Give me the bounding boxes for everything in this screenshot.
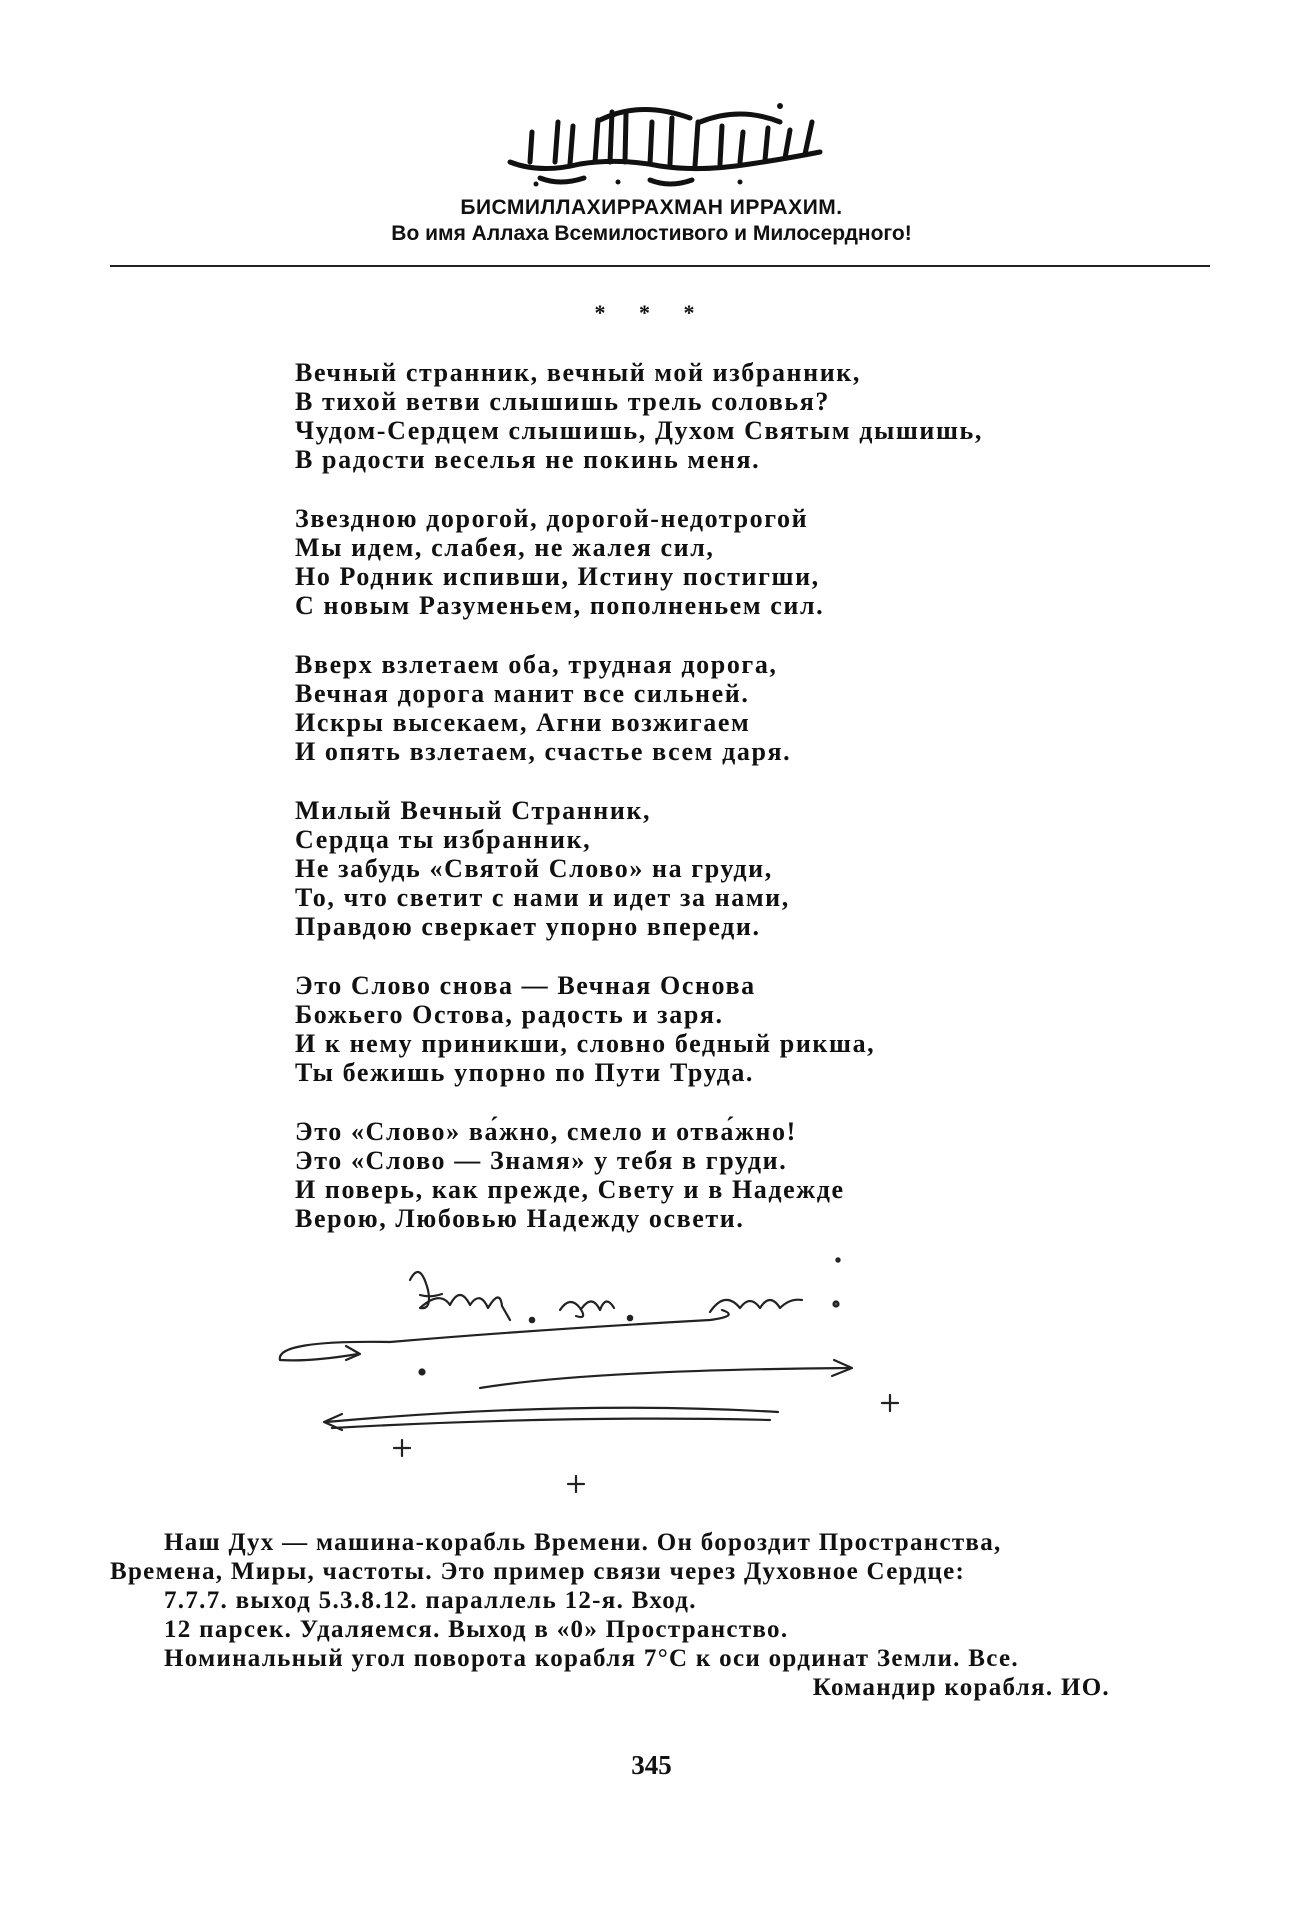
prose-paragraph [110, 1528, 1210, 1702]
poem-stanza [295, 650, 1215, 766]
poem-line: Не забудь «Святой Слово» на груди, [295, 854, 773, 883]
poem-line: И поверь, как прежде, Свету и в Надежде [295, 1175, 845, 1204]
prose-line: 7.7.7. выход 5.3.8.12. параллель 12-я. Вход. [164, 1587, 697, 1614]
poem-line: Искры высекаем, Агни возжигаем [295, 708, 751, 737]
prose-line: Номинальный угол поворота корабля 7°С к оси ординат Земли. Все. [164, 1645, 1019, 1672]
poem-line: Милый Вечный Странник, [295, 796, 652, 825]
prose-line: Наш Дух — машина-корабль Времени. Он бороздит Пространства, [164, 1529, 1002, 1556]
poem-line: То, что светит с нами и идет за нами, [295, 883, 790, 912]
poem-stanza [295, 1117, 1215, 1233]
poem-line: Вечный странник, вечный мой избранник, [295, 358, 861, 387]
poem-line: В радости веселья не покинь меня. [295, 445, 761, 474]
poem-line: Вечная дорога манит все сильней. [295, 679, 750, 708]
poem-line: С новым Разуменьем, пополненьем сил. [295, 591, 825, 620]
page-number: 345 [631, 1750, 672, 1780]
poem-line: Это «Слово — Знамя» у тебя в груди. [295, 1146, 788, 1175]
arabic-calligraphy [500, 92, 830, 192]
poem-stanza [295, 796, 1215, 941]
poem-line: Правдою сверкает упорно впереди. [295, 912, 761, 941]
poem-line: Звездною дорогой, дорогой-недотрогой [295, 504, 809, 533]
section-separator: * * * [594, 300, 709, 325]
poem-line: Вверх взлетаем оба, трудная дорога, [295, 650, 778, 679]
prose-line: 12 парсек. Удаляемся. Выход в «0» Пространство. [164, 1616, 789, 1643]
poem-line: Это Слово снова — Вечная Основа [295, 971, 756, 1000]
signature-line: Командир корабля. ИО. [812, 1674, 1110, 1701]
header-divider [110, 265, 1210, 267]
poem-line: Мы идем, слабея, не жалея сил, [295, 533, 715, 562]
poem-stanza [295, 504, 1215, 620]
prose-line: Времена, Миры, частоты. Это пример связи через Духовное Сердце: [110, 1558, 966, 1585]
poem-line: Сердца ты избранник, [295, 825, 592, 854]
poem-line: В тихой ветви слышишь трель соловья? [295, 387, 831, 416]
poem-line: Это «Слово» ва́жно, смело и отва́жно! [295, 1117, 797, 1146]
poem-line: Божьего Остова, радость и заря. [295, 1000, 724, 1029]
handwritten-sketch [270, 1250, 910, 1510]
header-subtitle: Во имя Аллаха Всемилостивого и Милосердного! [391, 222, 912, 245]
poem-line: И опять взлетаем, счастье всем даря. [295, 737, 792, 766]
poem-stanza [295, 971, 1215, 1087]
poem-stanza [295, 358, 1215, 474]
poem-line: Но Родник испивши, Истину постигши, [295, 562, 820, 591]
poem-line: Чудом-Сердцем слышишь, Духом Святым дышишь, [295, 416, 983, 445]
header-title: БИСМИЛЛАХИРРАХМАН ИРРАХИМ. [460, 196, 843, 219]
poem-line: Верою, Любовью Надежду освети. [295, 1204, 745, 1233]
poem-line: И к нему приникши, словно бедный рикша, [295, 1029, 876, 1058]
poem [295, 358, 1215, 1263]
poem-line: Ты бежишь упорно по Пути Труда. [295, 1058, 755, 1087]
